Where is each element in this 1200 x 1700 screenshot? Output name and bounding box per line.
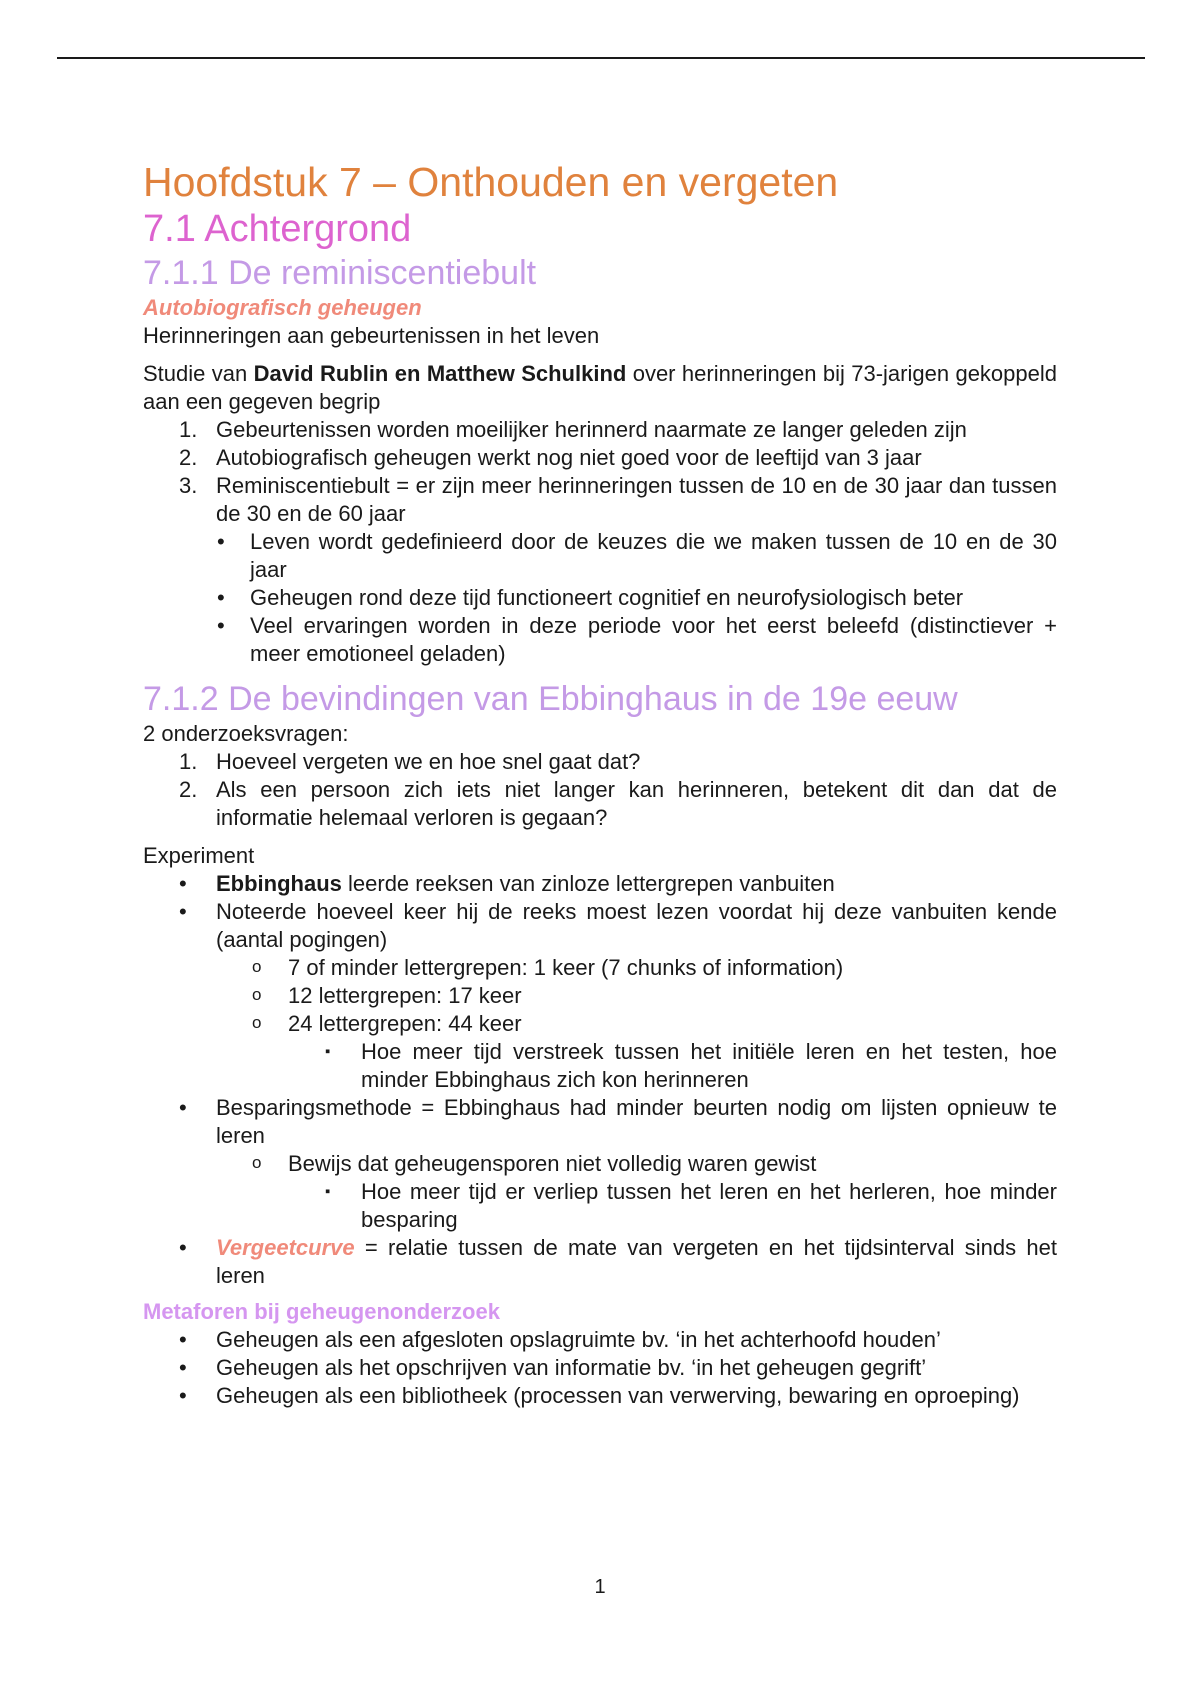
list-item-text: Gebeurtenissen worden moeilijker herinnerd naarmate ze langer geleden zijn (216, 417, 967, 442)
experiment-label: Experiment (143, 843, 255, 868)
section-heading-7-1: 7.1 Achtergrond (143, 208, 412, 250)
square-bullet-icon: ▪ (325, 1183, 331, 1200)
circle-bullet-icon: o (252, 985, 262, 1004)
list-item (143, 416, 1057, 444)
list-item-text: 24 lettergrepen: 44 keer (288, 1011, 522, 1036)
list-item-text: Geheugen als het opschrijven van informatie bv. ‘in het geheugen gegrift’ (216, 1355, 927, 1380)
list-item-text: Bewijs dat geheugensporen niet volledig waren gewist (288, 1151, 817, 1176)
list-item (143, 776, 1057, 832)
research-questions-intro: 2 onderzoeksvragen: (143, 721, 349, 746)
subheading-metaforen: Metaforen bij geheugenonderzoek (143, 1299, 500, 1324)
reminiscence-sublist (216, 528, 1057, 668)
list-item (216, 584, 1057, 612)
syllables-sublist (143, 954, 1057, 1094)
bullet-icon: • (217, 613, 225, 638)
list-number: 2. (179, 777, 198, 802)
circle-bullet-icon: o (252, 1153, 262, 1172)
reminiscence-list (143, 416, 1057, 668)
metaphors-list (143, 1326, 1057, 1410)
list-item-text: Besparingsmethode = Ebbinghaus had minder beurten nodig om lijsten opnieuw te leren (216, 1095, 1057, 1148)
list-item-text: Reminiscentiebult = er zijn meer herinneringen tussen de 10 en de 30 jaar dan tussen de 30 en de 60 jaar (216, 473, 1057, 526)
section-heading-7-1-1: 7.1.1 De reminiscentiebult (143, 254, 537, 292)
list-item (143, 898, 1057, 1094)
list-item (143, 444, 1057, 472)
circle-bullet-icon: o (252, 1013, 262, 1032)
experiment-list (143, 870, 1057, 1290)
subheading-autobiografisch: Autobiografisch geheugen (143, 295, 422, 320)
list-item (143, 1094, 1057, 1234)
page-number: 1 (594, 1576, 606, 1598)
list-item-text: Autobiografisch geheugen werkt nog niet goed voor de leeftijd van 3 jaar (216, 445, 922, 470)
list-item (143, 1150, 1057, 1234)
vergeetcurve-term: Vergeetcurve (216, 1235, 355, 1260)
bullet-icon: • (179, 899, 187, 924)
saving-sublist (143, 1150, 1057, 1234)
bullet-icon: • (179, 1327, 187, 1352)
list-item (143, 472, 1057, 668)
list-item-text: Veel ervaringen worden in deze periode voor het eerst beleefd (distinctiever + meer emotioneel geladen) (250, 613, 1057, 666)
list-item (143, 1178, 1057, 1234)
study-authors: David Rublin en Matthew Schulkind (253, 361, 627, 386)
list-item (143, 1010, 1057, 1094)
list-item (143, 748, 1057, 776)
study-suffix: over herinneringen bij 73-jarigen gekoppeld aan een gegeven begrip (143, 361, 1057, 414)
list-item-text: Geheugen als een bibliotheek (processen van verwerving, bewaring en oproeping) (216, 1383, 1020, 1408)
list-item (143, 1326, 1057, 1354)
list-item (143, 1038, 1057, 1094)
list-item (143, 954, 1057, 982)
list-item-text: Noteerde hoeveel keer hij de reeks moest lezen voordat hij deze vanbuiten kende (aantal pogingen) (216, 899, 1057, 952)
study-prefix: Studie van (143, 361, 254, 386)
bullet-icon: • (179, 871, 187, 896)
bullet-icon: • (179, 1355, 187, 1380)
list-item (143, 1234, 1057, 1290)
list-item-text: Hoe meer tijd verstreek tussen het initiële leren en het testen, hoe minder Ebbinghaus zich kon herinneren (361, 1039, 1057, 1092)
study-paragraph (143, 360, 1057, 416)
section-heading-7-1-2: 7.1.2 De bevindingen van Ebbinghaus in de 19e eeuw (143, 680, 958, 718)
list-item-text: Hoeveel vergeten we en hoe snel gaat dat? (216, 749, 641, 774)
bullet-icon: • (217, 529, 225, 554)
list-item-text: Leven wordt gedefinieerd door de keuzes die we maken tussen de 10 en de 30 jaar (250, 529, 1057, 582)
chapter-title: Hoofdstuk 7 – Onthouden en vergeten (143, 159, 839, 205)
ebbinghaus-name: Ebbinghaus (216, 871, 342, 896)
list-item-text: 12 lettergrepen: 17 keer (288, 983, 522, 1008)
top-rule (57, 57, 1145, 59)
list-item-text: Geheugen rond deze tijd functioneert cognitief en neurofysiologisch beter (250, 585, 964, 610)
list-item-text: 7 of minder lettergrepen: 1 keer (7 chunks of information) (288, 955, 844, 980)
list-item-text: leerde reeksen van zinloze lettergrepen vanbuiten (341, 871, 835, 896)
list-item-text: Als een persoon zich iets niet langer kan herinneren, betekent dit dan dat de informatie helemaal verloren is gegaan? (216, 777, 1057, 830)
list-item (143, 1382, 1057, 1410)
research-questions-list (143, 748, 1057, 832)
bullet-icon: • (217, 585, 225, 610)
list-number: 1. (179, 417, 198, 442)
saving-subsublist (143, 1178, 1057, 1234)
bullet-icon: • (179, 1235, 187, 1260)
syllables-subsublist (143, 1038, 1057, 1094)
definition-text: Herinneringen aan gebeurtenissen in het leven (143, 323, 600, 348)
list-item (216, 528, 1057, 584)
list-item-text: Hoe meer tijd er verliep tussen het leren en het herleren, hoe minder besparing (361, 1179, 1057, 1232)
list-item (143, 870, 1057, 898)
list-item-text: = relatie tussen de mate van vergeten en het tijdsinterval sinds het leren (216, 1235, 1057, 1288)
list-item (143, 1354, 1057, 1382)
circle-bullet-icon: o (252, 957, 262, 976)
list-item (216, 612, 1057, 668)
document-page (143, 150, 1057, 1410)
list-item-text: Geheugen als een afgesloten opslagruimte bv. ‘in het achterhoofd houden’ (216, 1327, 941, 1352)
list-item (143, 982, 1057, 1010)
list-number: 1. (179, 749, 198, 774)
bullet-icon: • (179, 1095, 187, 1120)
square-bullet-icon: ▪ (325, 1043, 331, 1060)
list-number: 3. (179, 473, 198, 498)
list-number: 2. (179, 445, 198, 470)
bullet-icon: • (179, 1383, 187, 1408)
